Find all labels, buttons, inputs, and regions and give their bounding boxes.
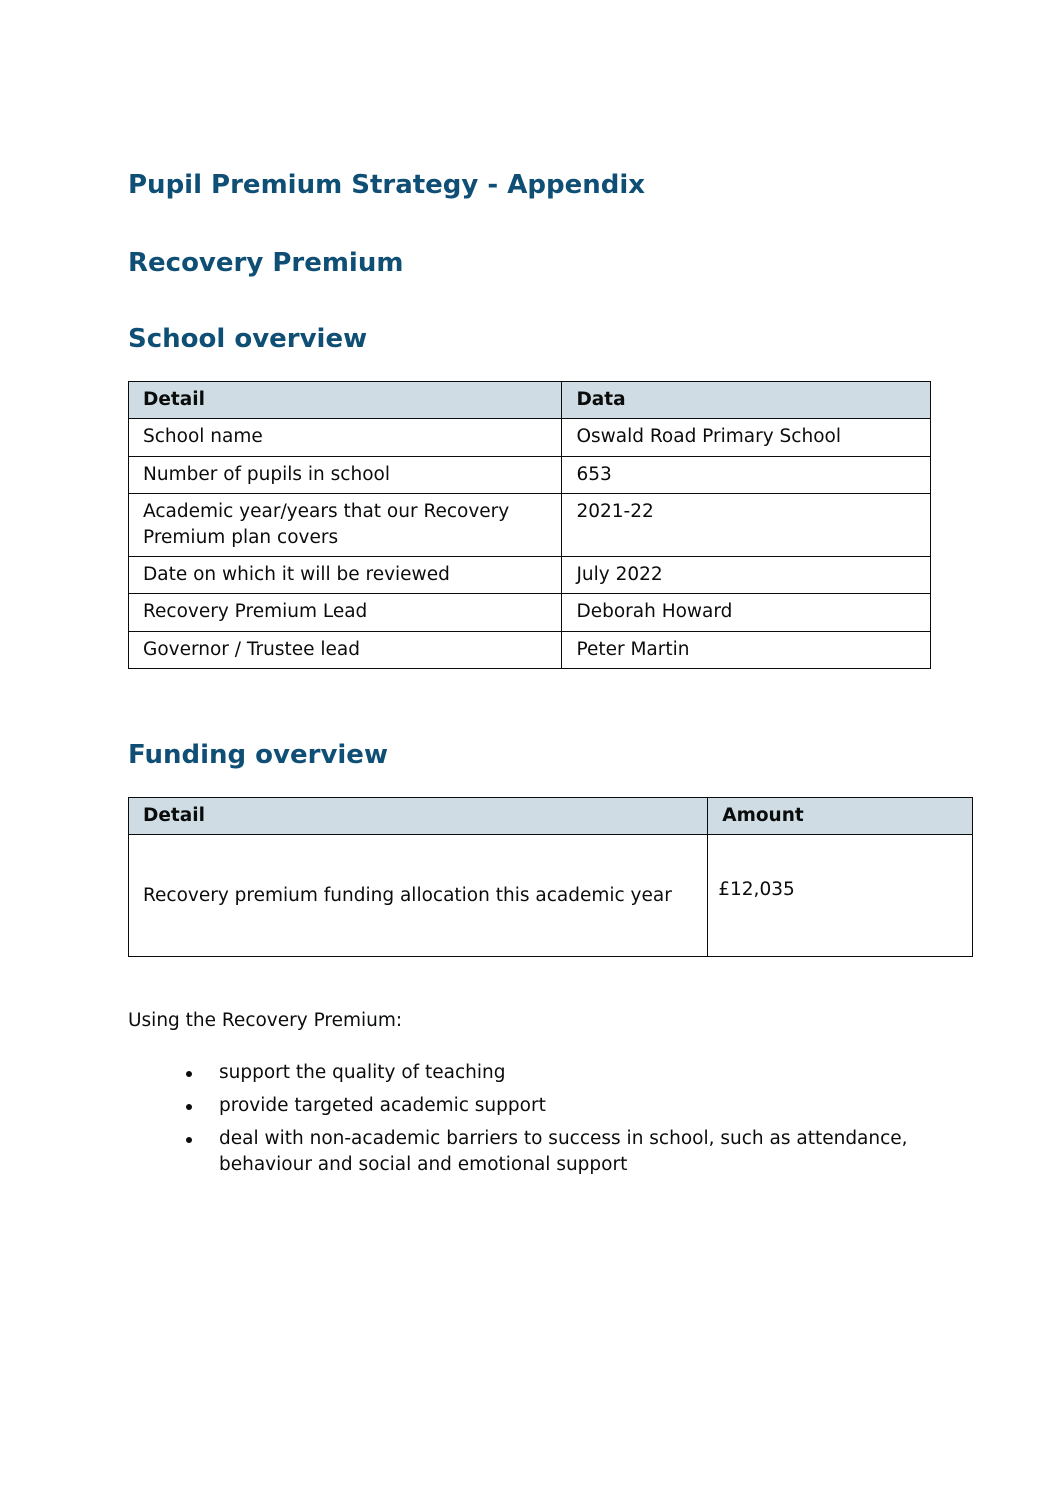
section-heading-school-overview: School overview	[128, 324, 368, 354]
row-value: Deborah Howard	[562, 594, 931, 632]
table-row	[129, 632, 931, 669]
row-label: Governor / Trustee lead	[129, 632, 562, 669]
list-item	[184, 1126, 944, 1178]
row-label: Academic year/years that our Recovery Premium plan covers	[129, 494, 562, 557]
usage-intro: Using the Recovery Premium:	[128, 1010, 403, 1031]
row-label: Recovery Premium Lead	[129, 594, 562, 632]
row-label: Number of pupils in school	[129, 457, 562, 494]
column-header-detail: Detail	[129, 382, 562, 419]
list-item-text: support the quality of teaching	[219, 1062, 506, 1083]
list-item	[184, 1093, 944, 1119]
row-value: 653	[562, 457, 931, 494]
row-label: Recovery premium funding allocation this academic year	[129, 835, 708, 957]
column-header-amount: Amount	[708, 798, 973, 835]
funding-overview-table	[128, 797, 973, 957]
section-heading-recovery-premium: Recovery Premium	[128, 248, 404, 278]
row-value: Peter Martin	[562, 632, 931, 669]
usage-list	[184, 1060, 944, 1185]
list-item-text: deal with non-academic barriers to success in school, such as attendance, behaviour and social and emotional support	[219, 1128, 908, 1175]
table-row	[129, 835, 973, 957]
row-label: School name	[129, 419, 562, 457]
row-value: July 2022	[562, 557, 931, 594]
table-header-row	[129, 382, 931, 419]
document-title: Pupil Premium Strategy - Appendix	[128, 170, 646, 200]
column-header-data: Data	[562, 382, 931, 419]
table-row	[129, 594, 931, 632]
list-item-text: provide targeted academic support	[219, 1095, 546, 1116]
bullet-icon	[186, 1137, 192, 1143]
bullet-icon	[186, 1071, 192, 1077]
list-item	[184, 1060, 944, 1086]
row-label: Date on which it will be reviewed	[129, 557, 562, 594]
section-heading-funding-overview: Funding overview	[128, 740, 388, 770]
bullet-icon	[186, 1104, 192, 1110]
school-overview-table	[128, 381, 931, 669]
row-value: 2021-22	[562, 494, 931, 557]
column-header-detail: Detail	[129, 798, 708, 835]
row-value: Oswald Road Primary School	[562, 419, 931, 457]
table-row	[129, 419, 931, 457]
table-row	[129, 557, 931, 594]
table-header-row	[129, 798, 973, 835]
table-row	[129, 494, 931, 557]
table-row	[129, 457, 931, 494]
row-value: £12,035	[708, 835, 973, 957]
